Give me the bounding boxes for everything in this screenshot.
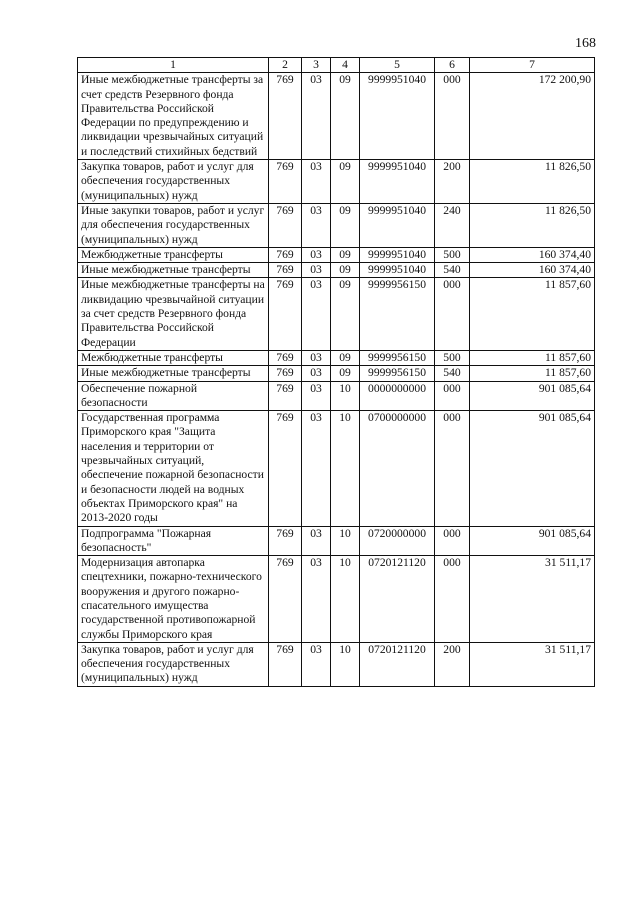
row-target-article-cell: 9999951040 [360, 160, 435, 204]
row-amount-cell: 160 374,40 [470, 247, 595, 262]
row-code-cell: 769 [269, 160, 302, 204]
table-row [78, 411, 595, 526]
row-expense-type-cell: 200 [435, 642, 470, 686]
page-number: 168 [575, 36, 596, 51]
row-section-cell: 03 [302, 278, 331, 350]
table-row [78, 263, 595, 278]
row-target-article-cell: 0700000000 [360, 411, 435, 526]
row-expense-type-cell: 540 [435, 263, 470, 278]
row-name-cell: Иные межбюджетные трансферты за счет средств Резервного фонда Правительства Российской Федерации по предупреждению и ликвидации чрезвычайных ситуаций и последствий стихийных бедствий [78, 73, 269, 160]
table-row [78, 160, 595, 204]
row-subsection-cell: 10 [331, 411, 360, 526]
column-header: 3 [302, 58, 331, 73]
row-section-cell: 03 [302, 247, 331, 262]
row-target-article-cell: 9999951040 [360, 263, 435, 278]
table-row [78, 366, 595, 381]
row-target-article-cell: 9999956150 [360, 278, 435, 350]
table-row [78, 381, 595, 411]
row-expense-type-cell: 540 [435, 366, 470, 381]
row-expense-type-cell: 200 [435, 160, 470, 204]
table-row [78, 642, 595, 686]
row-subsection-cell: 09 [331, 350, 360, 365]
column-header: 5 [360, 58, 435, 73]
row-name-cell: Закупка товаров, работ и услуг для обеспечения государственных (муниципальных) нужд [78, 160, 269, 204]
row-target-article-cell: 0720121120 [360, 642, 435, 686]
row-amount-cell: 901 085,64 [470, 526, 595, 556]
row-name-cell: Иные межбюджетные трансферты [78, 366, 269, 381]
row-code-cell: 769 [269, 203, 302, 247]
row-section-cell: 03 [302, 350, 331, 365]
row-code-cell: 769 [269, 350, 302, 365]
row-target-article-cell: 9999951040 [360, 203, 435, 247]
table-row [78, 556, 595, 643]
row-expense-type-cell: 000 [435, 411, 470, 526]
row-expense-type-cell: 500 [435, 350, 470, 365]
column-header: 6 [435, 58, 470, 73]
column-header: 7 [470, 58, 595, 73]
table-row [78, 526, 595, 556]
row-name-cell: Иные межбюджетные трансферты [78, 263, 269, 278]
row-target-article-cell: 9999956150 [360, 350, 435, 365]
row-section-cell: 03 [302, 642, 331, 686]
table-body [78, 58, 595, 687]
row-amount-cell: 901 085,64 [470, 381, 595, 411]
row-amount-cell: 31 511,17 [470, 556, 595, 643]
row-expense-type-cell: 000 [435, 73, 470, 160]
column-header: 4 [331, 58, 360, 73]
row-amount-cell: 11 857,60 [470, 350, 595, 365]
row-subsection-cell: 09 [331, 366, 360, 381]
row-expense-type-cell: 000 [435, 278, 470, 350]
row-code-cell: 769 [269, 247, 302, 262]
row-code-cell: 769 [269, 263, 302, 278]
row-subsection-cell: 10 [331, 526, 360, 556]
row-name-cell: Межбюджетные трансферты [78, 247, 269, 262]
row-code-cell: 769 [269, 278, 302, 350]
row-code-cell: 769 [269, 411, 302, 526]
row-amount-cell: 901 085,64 [470, 411, 595, 526]
row-name-cell: Иные межбюджетные трансферты на ликвидацию чрезвычайной ситуации за счет средств Резервного фонда Правительства Российской Федерации [78, 278, 269, 350]
row-expense-type-cell: 000 [435, 381, 470, 411]
table-row [78, 73, 595, 160]
header-row [78, 58, 595, 73]
row-name-cell: Иные закупки товаров, работ и услуг для обеспечения государственных (муниципальных) нужд [78, 203, 269, 247]
row-subsection-cell: 09 [331, 203, 360, 247]
row-subsection-cell: 10 [331, 556, 360, 643]
row-code-cell: 769 [269, 642, 302, 686]
row-subsection-cell: 10 [331, 381, 360, 411]
row-section-cell: 03 [302, 73, 331, 160]
row-amount-cell: 172 200,90 [470, 73, 595, 160]
row-name-cell: Межбюджетные трансферты [78, 350, 269, 365]
row-amount-cell: 31 511,17 [470, 642, 595, 686]
row-target-article-cell: 0720000000 [360, 526, 435, 556]
row-subsection-cell: 09 [331, 160, 360, 204]
row-target-article-cell: 0720121120 [360, 556, 435, 643]
row-subsection-cell: 09 [331, 247, 360, 262]
row-expense-type-cell: 000 [435, 526, 470, 556]
row-expense-type-cell: 500 [435, 247, 470, 262]
row-section-cell: 03 [302, 263, 331, 278]
row-name-cell: Подпрограмма "Пожарная безопасность" [78, 526, 269, 556]
row-code-cell: 769 [269, 381, 302, 411]
row-target-article-cell: 9999951040 [360, 247, 435, 262]
row-code-cell: 769 [269, 526, 302, 556]
row-amount-cell: 160 374,40 [470, 263, 595, 278]
row-section-cell: 03 [302, 556, 331, 643]
row-section-cell: 03 [302, 411, 331, 526]
column-header: 2 [269, 58, 302, 73]
row-amount-cell: 11 826,50 [470, 160, 595, 204]
row-code-cell: 769 [269, 73, 302, 160]
table-row [78, 350, 595, 365]
table-row [78, 247, 595, 262]
row-target-article-cell: 9999956150 [360, 366, 435, 381]
row-code-cell: 769 [269, 366, 302, 381]
row-section-cell: 03 [302, 160, 331, 204]
row-subsection-cell: 09 [331, 73, 360, 160]
row-section-cell: 03 [302, 526, 331, 556]
row-section-cell: 03 [302, 366, 331, 381]
row-name-cell: Обеспечение пожарной безопасности [78, 381, 269, 411]
row-section-cell: 03 [302, 381, 331, 411]
row-amount-cell: 11 857,60 [470, 366, 595, 381]
column-header: 1 [78, 58, 269, 73]
row-amount-cell: 11 857,60 [470, 278, 595, 350]
row-subsection-cell: 10 [331, 642, 360, 686]
row-target-article-cell: 0000000000 [360, 381, 435, 411]
row-name-cell: Закупка товаров, работ и услуг для обеспечения государственных (муниципальных) нужд [78, 642, 269, 686]
table-row [78, 203, 595, 247]
row-expense-type-cell: 000 [435, 556, 470, 643]
row-amount-cell: 11 826,50 [470, 203, 595, 247]
row-expense-type-cell: 240 [435, 203, 470, 247]
row-code-cell: 769 [269, 556, 302, 643]
row-target-article-cell: 9999951040 [360, 73, 435, 160]
budget-table [77, 57, 595, 687]
row-name-cell: Государственная программа Приморского края "Защита населения и территории от чрезвычайных ситуаций, обеспечение пожарной безопасности и безопасности людей на водных объектах Приморского края" на 2013-2020 годы [78, 411, 269, 526]
row-subsection-cell: 09 [331, 263, 360, 278]
row-name-cell: Модернизация автопарка спецтехники, пожарно-технического вооружения и другого пожарно-спасательного имущества государственной противопожарной службы Приморского края [78, 556, 269, 643]
table-row [78, 278, 595, 350]
row-section-cell: 03 [302, 203, 331, 247]
row-subsection-cell: 09 [331, 278, 360, 350]
